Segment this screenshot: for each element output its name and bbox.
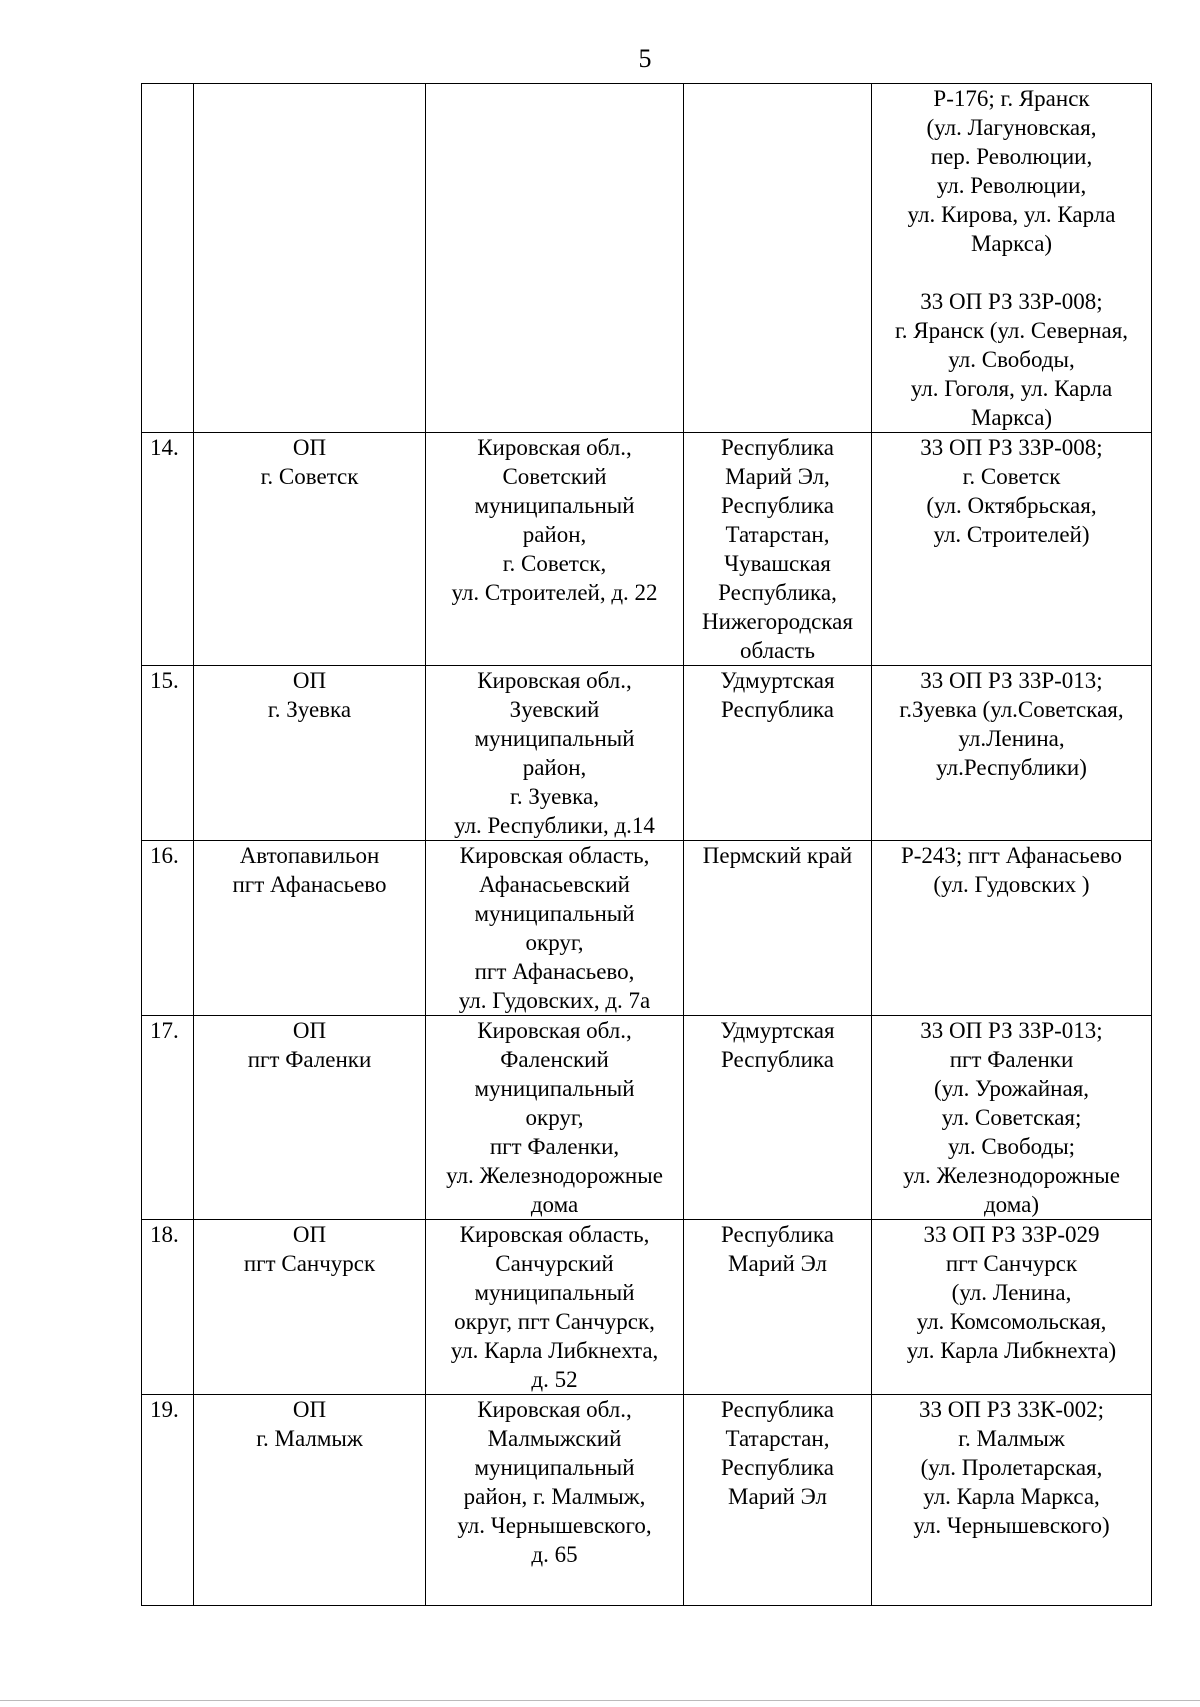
route-description: 33 ОП РЗ 33Р-029 пгт Санчурск (ул. Ленина, ул. Комсомольская, ул. Карла Либкнехта) xyxy=(872,1220,1152,1395)
row-number: 16. xyxy=(142,841,194,1016)
page-number: 5 xyxy=(638,44,652,73)
row-number: 18. xyxy=(142,1220,194,1395)
route-description: 33 ОП РЗ 33Р-013; г.Зуевка (ул.Советская, ул.Ленина, ул.Республики) xyxy=(872,666,1152,841)
table-row xyxy=(142,666,1152,841)
table-row xyxy=(142,1220,1152,1395)
station-name: Автопавильон пгт Афанасьево xyxy=(194,841,426,1016)
station-name: ОП г. Малмыж xyxy=(194,1395,426,1606)
table-row xyxy=(142,433,1152,666)
station-address: Кировская обл., Малмыжский муниципальный район, г. Малмыж, ул. Чернышевского, д. 65 xyxy=(426,1395,684,1606)
station-address: Кировская область, Афанасьевский муниципальный округ, пгт Афанасьево, ул. Гудовских, д. 7а xyxy=(426,841,684,1016)
row-number xyxy=(142,84,194,433)
station-name: ОП пгт Санчурск xyxy=(194,1220,426,1395)
station-address: Кировская обл., Советский муниципальный район, г. Советск, ул. Строителей, д. 22 xyxy=(426,433,684,666)
served-regions: Республика Марий Эл xyxy=(684,1220,872,1395)
route-description: 33 ОП РЗ 33К-002; г. Малмыж (ул. Пролетарская, ул. Карла Маркса, ул. Чернышевского) xyxy=(872,1395,1152,1606)
table-row xyxy=(142,841,1152,1016)
station-name: ОП пгт Фаленки xyxy=(194,1016,426,1220)
station-name: ОП г. Зуевка xyxy=(194,666,426,841)
route-description: Р-176; г. Яранск (ул. Лагуновская, пер. Революции, ул. Революции, ул. Кирова, ул. Карла Маркса) 33 ОП РЗ 33Р-008; г. Яранск (ул. Северная, ул. Свободы, ул. Гоголя, ул. Карла Маркса) xyxy=(872,84,1152,433)
served-regions xyxy=(684,84,872,433)
served-regions: Удмуртская Республика xyxy=(684,666,872,841)
served-regions: Республика Татарстан, Республика Марий Эл xyxy=(684,1395,872,1606)
station-address: Кировская обл., Фаленский муниципальный округ, пгт Фаленки, ул. Железнодорожные дома xyxy=(426,1016,684,1220)
stations-table xyxy=(141,83,1152,1606)
served-regions: Удмуртская Республика xyxy=(684,1016,872,1220)
row-number: 19. xyxy=(142,1395,194,1606)
served-regions: Республика Марий Эл, Республика Татарстан, Чувашская Республика, Нижегородская область xyxy=(684,433,872,666)
station-address: Кировская область, Санчурский муниципальный округ, пгт Санчурск, ул. Карла Либкнехта, д. 52 xyxy=(426,1220,684,1395)
page-bottom-edge xyxy=(0,1700,1200,1701)
route-description: Р-243; пгт Афанасьево (ул. Гудовских ) xyxy=(872,841,1152,1016)
served-regions: Пермский край xyxy=(684,841,872,1016)
table-row xyxy=(142,1016,1152,1220)
route-description: 33 ОП РЗ 33Р-008; г. Советск (ул. Октябрьская, ул. Строителей) xyxy=(872,433,1152,666)
table-row xyxy=(142,1395,1152,1606)
station-name: ОП г. Советск xyxy=(194,433,426,666)
row-number: 15. xyxy=(142,666,194,841)
route-description: 33 ОП РЗ 33Р-013; пгт Фаленки (ул. Урожайная, ул. Советская; ул. Свободы; ул. Железнодорожные дома) xyxy=(872,1016,1152,1220)
station-address xyxy=(426,84,684,433)
row-number: 17. xyxy=(142,1016,194,1220)
station-address: Кировская обл., Зуевский муниципальный район, г. Зуевка, ул. Республики, д.14 xyxy=(426,666,684,841)
row-number: 14. xyxy=(142,433,194,666)
station-name xyxy=(194,84,426,433)
table-row xyxy=(142,84,1152,433)
